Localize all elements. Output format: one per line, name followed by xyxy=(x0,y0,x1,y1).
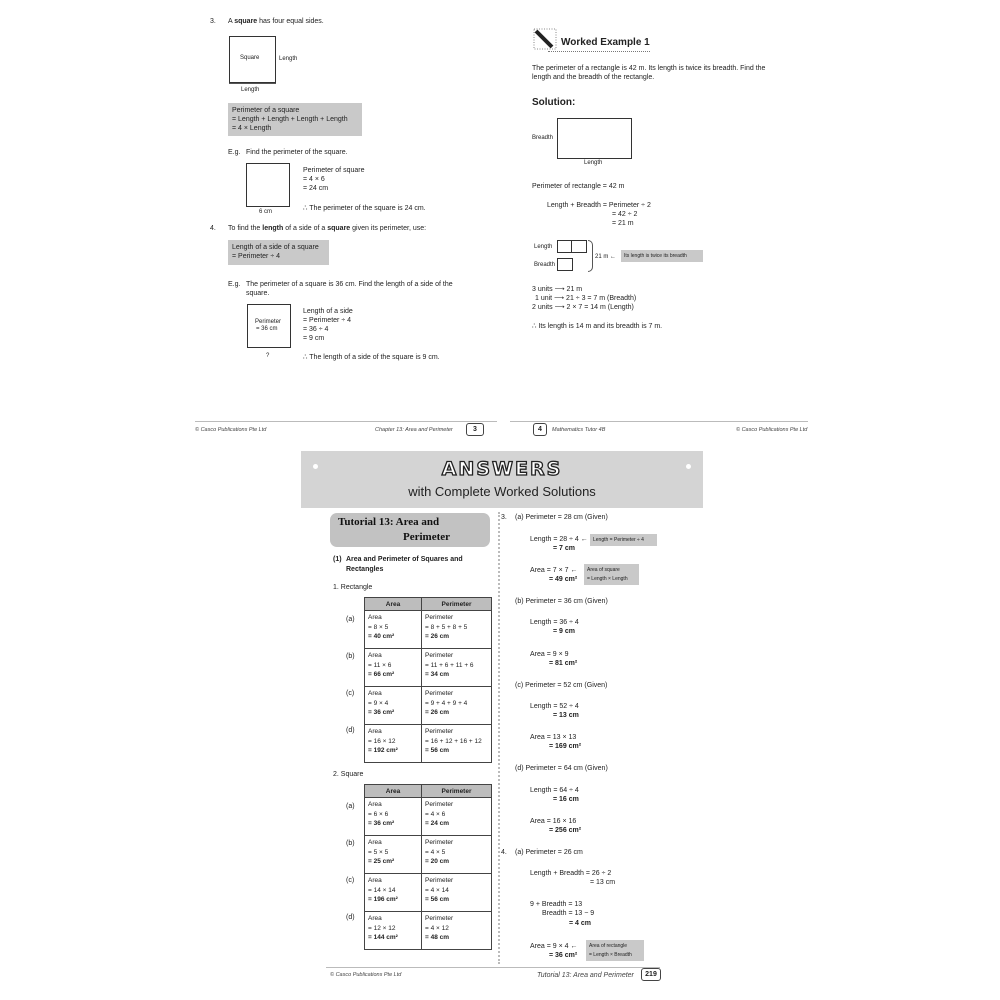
col-area: Area xyxy=(365,598,422,611)
cell-line: = 56 cm xyxy=(425,747,450,754)
area-cell xyxy=(365,649,422,687)
footer-title: Mathematics Tutor 4B xyxy=(552,427,606,433)
eg2-calc-1: Length of a side xyxy=(303,308,353,315)
example2-box-2: = 36 cm xyxy=(256,326,278,332)
cell-line: Perimeter xyxy=(425,801,454,808)
q3b-length-1: Length = 36 ÷ 4 xyxy=(530,619,579,626)
q3c-given: (c) Perimeter = 52 cm (Given) xyxy=(515,682,608,689)
eg-conclusion: ∴ The perimeter of the square is 24 cm. xyxy=(303,205,426,212)
eg-calc-2: = 4 × 6 xyxy=(303,176,325,183)
q4-area-note-1: Area of rectangle xyxy=(589,943,628,949)
q3d-area-2: = 256 cm² xyxy=(549,827,582,834)
perimeter-line: Perimeter of rectangle = 42 m xyxy=(532,183,625,190)
cell-line: = 34 cm xyxy=(425,671,450,678)
page-number: 3 xyxy=(466,423,484,436)
q3a-length-1: Length = 28 ÷ 4 ← xyxy=(530,536,588,543)
column-divider xyxy=(498,512,500,964)
q4-area-note-2: = Length × Breadth xyxy=(589,952,632,958)
cell-line: = 11 + 6 + 11 + 6 xyxy=(425,661,474,669)
formula2-line-2: = Perimeter ÷ 4 xyxy=(232,253,280,260)
q3a-area-note-1: Area of square xyxy=(587,567,620,573)
area-cell xyxy=(365,912,422,950)
q4a-given: (a) Perimeter = 26 cm xyxy=(515,849,583,856)
table-row xyxy=(365,687,492,725)
formula-line-3: = 4 × Length xyxy=(232,125,272,132)
answers-subtitle: with Complete Worked Solutions xyxy=(408,484,596,499)
perimeter-cell xyxy=(422,611,492,649)
cell-line: Area xyxy=(368,915,382,922)
pencil-icon xyxy=(532,27,558,51)
cell-line: = 144 cm² xyxy=(368,934,398,941)
cell-line: = 12 × 12 xyxy=(368,924,396,932)
answers-banner xyxy=(301,451,703,508)
formula-line-1: Perimeter of a square xyxy=(232,107,300,114)
q3b-given: (b) Perimeter = 36 cm (Given) xyxy=(515,598,608,605)
cell-line: Perimeter xyxy=(425,690,454,697)
answers-page-number: 219 xyxy=(641,968,661,981)
square-figure-right-label: Length xyxy=(279,56,298,62)
section1-number: (1) xyxy=(333,556,342,563)
cell-line: = 56 cm xyxy=(425,896,450,903)
q4-number: 4. xyxy=(501,849,507,856)
cell-line: = 11 × 6 xyxy=(368,661,392,669)
q3a-area-1: Area = 7 × 7 ← xyxy=(530,567,578,574)
bar-length-label: Length xyxy=(534,244,553,250)
bar-length-unit-2 xyxy=(571,240,587,253)
perimeter-cell xyxy=(422,798,492,836)
perimeter-cell xyxy=(422,725,492,763)
formula2-line-1: Length of a side of a square xyxy=(232,244,319,251)
table-row xyxy=(365,912,492,950)
eg2-calc-4: = 9 cm xyxy=(303,335,325,342)
problem-line-2: length and the breadth of the rectangle. xyxy=(532,74,655,81)
cell-line: Perimeter xyxy=(425,839,454,846)
area-cell xyxy=(365,687,422,725)
cell-line: = 5 × 5 xyxy=(368,848,389,856)
rect-breadth-label: Breadth xyxy=(532,135,554,141)
cell-line: Perimeter xyxy=(425,728,454,735)
cell-line: Area xyxy=(368,652,382,659)
q4-lb-2: = 13 cm xyxy=(590,879,616,886)
example-square xyxy=(246,163,290,207)
example2-box-1: Perimeter xyxy=(255,319,282,325)
cell-line: = 20 cm xyxy=(425,858,450,865)
section1-line-2: Rectangles xyxy=(346,566,384,573)
q4-b-2: Breadth = 13 − 9 xyxy=(542,910,595,917)
calc-line-1: Length + Breadth = Perimeter ÷ 2 xyxy=(547,202,651,209)
eg2-text-1: The perimeter of a square is 36 cm. Find the length of a side of the xyxy=(246,281,453,288)
perimeter-cell xyxy=(422,874,492,912)
worked-example-heading: Worked Example 1 xyxy=(561,37,650,48)
perimeter-cell xyxy=(422,912,492,950)
eg2-conclusion: ∴ The length of a side of the square is 9 cm. xyxy=(303,354,440,361)
col-area: Area xyxy=(365,785,422,798)
row-label: (c) xyxy=(346,690,355,697)
cell-line: = 16 × 12 xyxy=(368,737,396,745)
cell-line: = 66 cm² xyxy=(368,671,395,678)
answers-footer-chapter: Tutorial 13: Area and Perimeter xyxy=(537,972,634,979)
arrow-icon: ← xyxy=(610,254,616,260)
q4-area-2: = 36 cm² xyxy=(549,952,578,959)
answers-title: ANSWERS xyxy=(441,458,563,480)
q3c-length-2: = 13 cm xyxy=(553,712,579,719)
rectangle-table xyxy=(364,597,492,763)
q4-b-1: 9 + Breadth = 13 xyxy=(530,901,583,908)
rectangle-figure xyxy=(557,118,632,159)
units-line-2: 1 unit ⟶ 21 ÷ 3 = 7 m (Breadth) xyxy=(535,295,637,302)
cell-line: Perimeter xyxy=(425,614,454,621)
bar-total-label: 21 m xyxy=(595,254,609,260)
q3d-given: (d) Perimeter = 64 cm (Given) xyxy=(515,765,608,772)
area-cell xyxy=(365,836,422,874)
cell-line: = 48 cm xyxy=(425,934,450,941)
cell-line: = 16 + 12 + 16 + 12 xyxy=(425,737,482,745)
bar-breadth-label: Breadth xyxy=(534,262,556,268)
cell-line: = 24 cm xyxy=(425,820,450,827)
perimeter-cell xyxy=(422,649,492,687)
table-row xyxy=(365,649,492,687)
eg-calc-1: Perimeter of square xyxy=(303,167,365,174)
heading-underline xyxy=(548,51,650,52)
right-conclusion: ∴ Its length is 14 m and its breadth is 7 m. xyxy=(532,323,663,330)
footer-publisher: © Casco Publications Pte Ltd xyxy=(195,427,267,433)
cell-line: = 4 × 12 xyxy=(425,924,449,932)
table-row xyxy=(365,798,492,836)
cell-line: = 40 cm² xyxy=(368,633,395,640)
eg-calc-3: = 24 cm xyxy=(303,185,329,192)
eg-label: E.g. xyxy=(228,149,241,156)
answers-footer-line xyxy=(326,967,660,968)
item4-number: 4. xyxy=(210,225,216,232)
bar-note: Its length is twice its breadth xyxy=(624,253,687,259)
col-perimeter: Perimeter xyxy=(422,785,492,798)
cell-line: = 9 × 4 xyxy=(368,699,389,707)
area-cell xyxy=(365,611,422,649)
cell-line: Area xyxy=(368,801,382,808)
q3b-length-2: = 9 cm xyxy=(553,628,575,635)
item3-number: 3. xyxy=(210,18,216,25)
bar-breadth-unit xyxy=(557,258,573,271)
q3a-length-note: Length = Perimeter ÷ 4 xyxy=(593,537,644,543)
bar-brace xyxy=(588,240,593,272)
tutorial-heading-1: Tutorial 13: Area and xyxy=(338,516,440,528)
q3a-area-2: = 49 cm² xyxy=(549,576,578,583)
q3d-length-2: = 16 cm xyxy=(553,796,579,803)
q4-lb-1: Length + Breadth = 26 ÷ 2 xyxy=(530,870,612,877)
eg2-calc-2: = Perimeter ÷ 4 xyxy=(303,317,351,324)
item4-text: To find the length of a side of a square given its perimeter, use: xyxy=(228,225,427,232)
item3-text: A square has four equal sides. xyxy=(228,18,324,25)
q3a-area-note-2: = Length × Length xyxy=(587,576,628,582)
cell-line: Area xyxy=(368,614,382,621)
q4-area-1: Area = 9 × 4 ← xyxy=(530,943,578,950)
cell-line: Perimeter xyxy=(425,915,454,922)
calc-line-3: = 21 m xyxy=(612,220,634,227)
cell-line: = 36 cm² xyxy=(368,820,395,827)
cell-line: Area xyxy=(368,839,382,846)
cell-line: = 196 cm² xyxy=(368,896,398,903)
units-line-3: 2 units ⟶ 2 × 7 = 14 m (Length) xyxy=(532,304,634,311)
section1-line-1: Area and Perimeter of Squares and xyxy=(346,556,463,563)
cell-line: = 26 cm xyxy=(425,709,450,716)
area-cell xyxy=(365,725,422,763)
q3a-given: (a) Perimeter = 28 cm (Given) xyxy=(515,514,608,521)
cell-line: = 4 × 6 xyxy=(425,810,446,818)
q3c-area-1: Area = 13 × 13 xyxy=(530,734,577,741)
rect-length-label: Length xyxy=(584,160,603,166)
tutorial-heading-2: Perimeter xyxy=(403,531,451,543)
example-side-label: 6 cm xyxy=(259,209,273,215)
cell-line: = 14 × 14 xyxy=(368,886,396,894)
q3b-area-2: = 81 cm² xyxy=(549,660,578,667)
square-label: 2. Square xyxy=(333,771,364,778)
row-label: (d) xyxy=(346,727,355,734)
formula-line-2: = Length + Length + Length + Length xyxy=(232,116,348,123)
cell-line: Area xyxy=(368,728,382,735)
cell-line: = 8 + 5 + 8 + 5 xyxy=(425,623,468,631)
cell-line: Perimeter xyxy=(425,877,454,884)
cell-line: Area xyxy=(368,690,382,697)
perimeter-cell xyxy=(422,836,492,874)
cell-line: = 26 cm xyxy=(425,633,450,640)
footer-line xyxy=(195,421,497,422)
cell-line: = 36 cm² xyxy=(368,709,395,716)
row-label: (d) xyxy=(346,914,355,921)
eg2-text-2: square. xyxy=(246,290,270,297)
eg2-label: E.g. xyxy=(228,281,241,288)
square-figure-bottom-label: Length xyxy=(241,87,260,93)
cell-line: = 25 cm² xyxy=(368,858,395,865)
cell-line: = 192 cm² xyxy=(368,747,398,754)
square-table xyxy=(364,784,492,950)
footer-chapter: Chapter 13: Area and Perimeter xyxy=(375,427,453,433)
solution-heading: Solution: xyxy=(532,97,576,108)
banner-dot-icon xyxy=(313,464,318,469)
calc-line-2: = 42 ÷ 2 xyxy=(612,211,638,218)
footer-publisher-right: © Casco Publications Pte Ltd xyxy=(736,427,808,433)
units-line-1: 3 units ⟶ 21 m xyxy=(532,286,583,293)
area-cell xyxy=(365,798,422,836)
page-number-right: 4 xyxy=(533,423,547,436)
table-row xyxy=(365,836,492,874)
row-label: (b) xyxy=(346,840,355,847)
col-perimeter: Perimeter xyxy=(422,598,492,611)
row-label: (a) xyxy=(346,803,355,810)
table-row xyxy=(365,725,492,763)
square-figure-label: Square xyxy=(240,55,260,61)
cell-line: Area xyxy=(368,877,382,884)
area-cell xyxy=(365,874,422,912)
cell-line: = 9 + 4 + 9 + 4 xyxy=(425,699,468,707)
dimension-arrow xyxy=(229,83,276,84)
cell-line: = 4 × 5 xyxy=(425,848,446,856)
q4-b-3: = 4 cm xyxy=(569,920,591,927)
q3c-area-2: = 169 cm² xyxy=(549,743,582,750)
q3-number: 3. xyxy=(501,514,507,521)
q3c-length-1: Length = 52 ÷ 4 xyxy=(530,703,579,710)
answers-footer-publisher: © Casco Publications Pte Ltd xyxy=(330,972,402,978)
table-row xyxy=(365,611,492,649)
cell-line: = 6 × 6 xyxy=(368,810,389,818)
perimeter-cell xyxy=(422,687,492,725)
banner-dot-icon xyxy=(686,464,691,469)
row-label: (c) xyxy=(346,877,355,884)
eg2-calc-3: = 36 ÷ 4 xyxy=(303,326,329,333)
q3d-length-1: Length = 64 ÷ 4 xyxy=(530,787,579,794)
problem-line-1: The perimeter of a rectangle is 42 m. Its length is twice its breadth. Find the xyxy=(532,65,766,72)
footer-line-right xyxy=(510,421,808,422)
q3a-length-2: = 7 cm xyxy=(553,545,575,552)
cell-line: Perimeter xyxy=(425,652,454,659)
row-label: (b) xyxy=(346,653,355,660)
example2-unknown: ? xyxy=(266,353,270,359)
cell-line: = 8 × 5 xyxy=(368,623,389,631)
rectangle-label: 1. Rectangle xyxy=(333,584,373,591)
q3d-area-1: Area = 16 × 16 xyxy=(530,818,577,825)
q3b-area-1: Area = 9 × 9 xyxy=(530,651,569,658)
row-label: (a) xyxy=(346,616,355,623)
table-row xyxy=(365,874,492,912)
eg-text: Find the perimeter of the square. xyxy=(246,149,348,156)
cell-line: = 4 × 14 xyxy=(425,886,449,894)
